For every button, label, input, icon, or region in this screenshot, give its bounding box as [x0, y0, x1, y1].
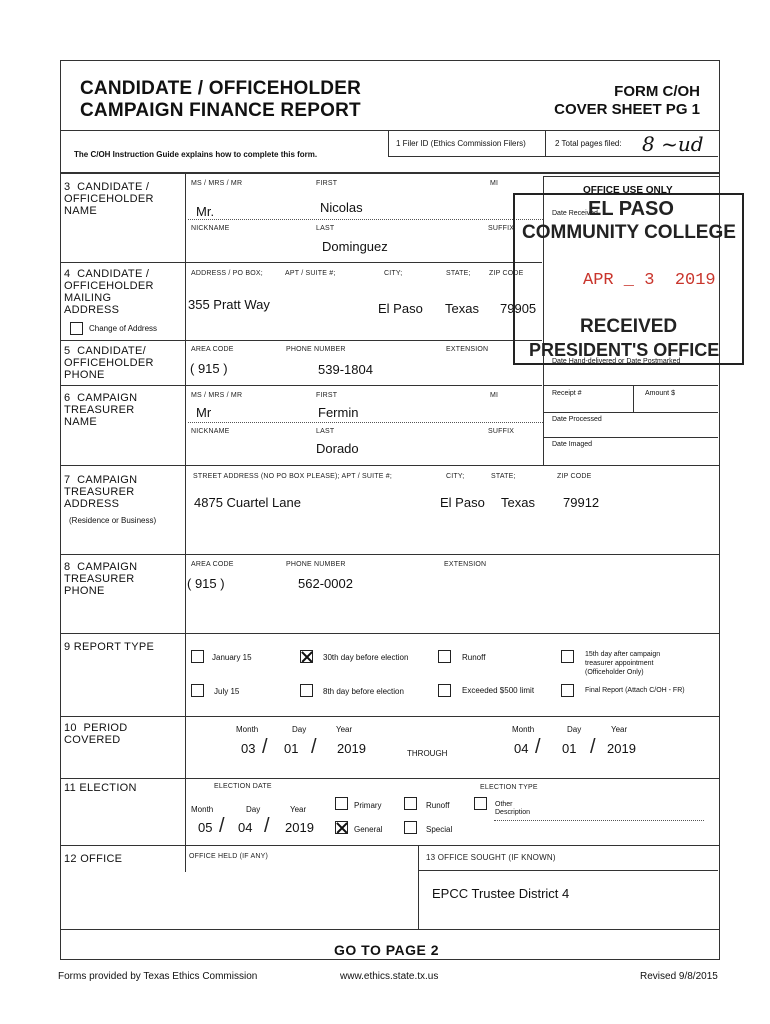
office-sought-field[interactable]: EPCC Trustee District 4	[432, 886, 570, 901]
candidate-last-name-field[interactable]: Dominguez	[322, 239, 388, 254]
office-sought-label: 13 OFFICE SOUGHT (IF KNOWN)	[426, 853, 556, 862]
sec6-title-label: MS / MRS / MR	[191, 392, 243, 399]
treasurer-zip-field[interactable]: 79912	[563, 495, 600, 510]
total-pages-label: 2 Total pages filed:	[555, 139, 622, 148]
sec8-area-label: AREA CODE	[191, 561, 234, 568]
sec5-ext-label: EXTENSION	[446, 346, 489, 353]
instruction-text: The C/OH Instruction Guide explains how to complete this form.	[74, 150, 318, 159]
other-election-label: Other Description	[495, 801, 531, 816]
section3-label: 3 CANDIDATE / OFFICEHOLDER NAME	[64, 181, 154, 217]
day15-label: 15th day after campaign treasurer appointment (Officeholder Only)	[585, 651, 661, 676]
date-slash: /	[219, 815, 225, 837]
treasurer-state-field[interactable]: Texas	[501, 495, 535, 510]
final-report-checkbox[interactable]	[561, 684, 574, 697]
stamp-line1: EL PASO	[588, 198, 674, 220]
july15-checkbox[interactable]	[191, 684, 204, 697]
to-year-field[interactable]: 2019	[607, 741, 636, 756]
day8-checkbox[interactable]	[300, 684, 313, 697]
stamp-received: RECEIVED	[580, 316, 678, 337]
final-report-label: Final Report (Attach C/OH - FR)	[585, 687, 685, 694]
sec3-mi-label: MI	[490, 180, 499, 187]
stamp-line2: COMMUNITY COLLEGE	[522, 222, 736, 243]
form-title-line2: CAMPAIGN FINANCE REPORT	[80, 100, 361, 121]
treasurer-first-name-field[interactable]: Fermin	[318, 405, 359, 420]
primary-checkbox[interactable]	[335, 797, 348, 810]
candidate-city-field[interactable]: El Paso	[378, 301, 423, 316]
section7-sublabel: (Residence or Business)	[69, 516, 157, 525]
footer-provider: Forms provided by Texas Ethics Commission	[58, 971, 258, 982]
section9-label: 9 REPORT TYPE	[64, 641, 155, 653]
sec3-suffix-label: SUFFIX	[488, 225, 515, 232]
special-checkbox[interactable]	[404, 821, 417, 834]
through-label: THROUGH	[407, 749, 448, 758]
sec7-state-label: STATE;	[491, 473, 516, 480]
footer-revised: Revised 9/8/2015	[640, 971, 718, 982]
date-slash: /	[535, 736, 541, 758]
sec4-address-label: ADDRESS / PO BOX;	[191, 270, 263, 277]
january15-checkbox[interactable]	[191, 650, 204, 663]
to-year-label: Year	[611, 725, 628, 734]
candidate-phone-field[interactable]: 539-1804	[318, 362, 373, 377]
other-election-checkbox[interactable]	[474, 797, 487, 810]
date-received-label: Date Received	[552, 210, 598, 217]
sec7-zip-label: ZIP CODE	[557, 473, 592, 480]
section11-label: 11 ELECTION	[64, 782, 137, 794]
treasurer-area-code-field[interactable]: ( 915 )	[187, 576, 225, 591]
election-day-field[interactable]: 04	[238, 820, 253, 835]
sec8-phone-label: PHONE NUMBER	[286, 561, 346, 568]
date-slash: /	[590, 736, 596, 758]
candidate-address-field[interactable]: 355 Pratt Way	[188, 297, 270, 312]
from-day-label: Day	[292, 725, 307, 734]
sec3-last-label: LAST	[316, 225, 335, 232]
from-month-field[interactable]: 03	[241, 741, 256, 756]
stamp-date: APR _ 3 2019	[583, 271, 716, 290]
election-type-label: ELECTION TYPE	[480, 784, 538, 791]
election-date-label: ELECTION DATE	[214, 783, 272, 790]
date-slash: /	[262, 736, 268, 758]
candidate-state-field[interactable]: Texas	[445, 301, 479, 316]
section5-label: 5 CANDIDATE/ OFFICEHOLDER PHONE	[64, 345, 154, 381]
treasurer-street-field[interactable]: 4875 Cuartel Lane	[194, 495, 301, 510]
stamp-office: PRESIDENT'S OFFICE	[529, 340, 720, 360]
treasurer-phone-field[interactable]: 562-0002	[298, 576, 353, 591]
sec7-street-label: STREET ADDRESS (NO PO BOX PLEASE); APT / SUITE #;	[193, 473, 392, 480]
from-year-field[interactable]: 2019	[337, 741, 366, 756]
date-hand-delivered-label: Date Hand-delivered or Date Postmarked	[552, 358, 681, 365]
form-id: FORM C/OH	[614, 83, 700, 100]
treasurer-title-field[interactable]: Mr	[196, 405, 212, 420]
election-year-label: Year	[290, 805, 307, 814]
general-checkbox[interactable]	[335, 821, 348, 834]
runoff-report-label: Runoff	[462, 653, 486, 662]
day30-label: 30th day before election	[323, 653, 409, 662]
sec8-ext-label: EXTENSION	[444, 561, 487, 568]
from-year-label: Year	[336, 725, 353, 734]
exceeded-limit-checkbox[interactable]	[438, 684, 451, 697]
sec5-phone-label: PHONE NUMBER	[286, 346, 346, 353]
election-month-field[interactable]: 05	[198, 820, 213, 835]
section7-label: 7 CAMPAIGN TREASURER ADDRESS	[64, 474, 138, 510]
primary-label: Primary	[354, 801, 382, 810]
runoff-election-checkbox[interactable]	[404, 797, 417, 810]
change-of-address-checkbox[interactable]	[70, 322, 83, 335]
section8-label: 8 CAMPAIGN TREASURER PHONE	[64, 561, 138, 597]
office-held-label: OFFICE HELD (IF ANY)	[189, 853, 269, 860]
exceeded-limit-label: Exceeded $500 limit	[462, 686, 535, 695]
sec6-last-label: LAST	[316, 428, 335, 435]
from-month-label: Month	[236, 725, 259, 734]
sec6-nickname-label: NICKNAME	[191, 428, 230, 435]
runoff-report-checkbox[interactable]	[438, 650, 451, 663]
candidate-zip-field[interactable]: 79905	[500, 301, 537, 316]
election-year-field[interactable]: 2019	[285, 820, 314, 835]
sec7-city-label: CITY;	[446, 473, 465, 480]
runoff-election-label: Runoff	[426, 801, 450, 810]
form-title-line1: CANDIDATE / OFFICEHOLDER	[80, 78, 361, 99]
total-pages-value: 8 ~ud	[642, 132, 704, 156]
sec4-zip-label: ZIP CODE	[489, 270, 524, 277]
day30-checkbox[interactable]	[300, 650, 313, 663]
july15-label: July 15	[214, 687, 240, 696]
section12-label: 12 OFFICE	[64, 853, 123, 865]
to-day-field[interactable]: 01	[562, 741, 577, 756]
special-label: Special	[426, 825, 453, 834]
to-month-field[interactable]: 04	[514, 741, 529, 756]
sec6-first-label: FIRST	[316, 392, 338, 399]
candidate-area-code-field[interactable]: ( 915 )	[190, 361, 228, 376]
filer-id-label: 1 Filer ID (Ethics Commission Filers)	[396, 139, 526, 148]
sec3-first-label: FIRST	[316, 180, 338, 187]
general-label: General	[354, 825, 383, 834]
sec5-area-label: AREA CODE	[191, 346, 234, 353]
receipt-label: Receipt #	[552, 390, 582, 397]
sec4-apt-label: APT / SUITE #;	[285, 270, 336, 277]
treasurer-city-field[interactable]: El Paso	[440, 495, 485, 510]
date-slash: /	[264, 815, 270, 837]
date-imaged-label: Date Imaged	[552, 441, 593, 448]
sec4-state-label: STATE;	[446, 270, 471, 277]
form-subtitle: COVER SHEET PG 1	[554, 101, 700, 118]
treasurer-last-name-field[interactable]: Dorado	[316, 441, 359, 456]
from-day-field[interactable]: 01	[284, 741, 299, 756]
section6-label: 6 CAMPAIGN TREASURER NAME	[64, 392, 138, 428]
day15-checkbox[interactable]	[561, 650, 574, 663]
section4-label: 4 CANDIDATE / OFFICEHOLDER MAILING ADDRESS	[64, 268, 154, 316]
section10-label: 10 PERIOD COVERED	[64, 722, 128, 746]
sec6-suffix-label: SUFFIX	[488, 428, 515, 435]
sec3-nickname-label: NICKNAME	[191, 225, 230, 232]
to-day-label: Day	[567, 725, 582, 734]
date-slash: /	[311, 736, 317, 758]
election-month-label: Month	[191, 805, 214, 814]
amount-label: Amount $	[645, 390, 675, 397]
sec3-title-label: MS / MRS / MR	[191, 180, 243, 187]
go-to-page-2: GO TO PAGE 2	[334, 942, 440, 958]
candidate-title-field[interactable]: Mr.	[196, 204, 215, 219]
sec6-mi-label: MI	[490, 392, 499, 399]
office-use-title: OFFICE USE ONLY	[583, 185, 673, 196]
day8-label: 8th day before election	[323, 687, 404, 696]
footer-url[interactable]: www.ethics.state.tx.us	[340, 971, 439, 982]
january15-label: January 15	[212, 653, 252, 662]
change-of-address-label: Change of Address	[89, 324, 158, 333]
candidate-first-name-field[interactable]: Nicolas	[320, 200, 363, 215]
election-day-label: Day	[246, 805, 261, 814]
date-processed-label: Date Processed	[552, 416, 602, 423]
sec4-city-label: CITY;	[384, 270, 403, 277]
to-month-label: Month	[512, 725, 535, 734]
